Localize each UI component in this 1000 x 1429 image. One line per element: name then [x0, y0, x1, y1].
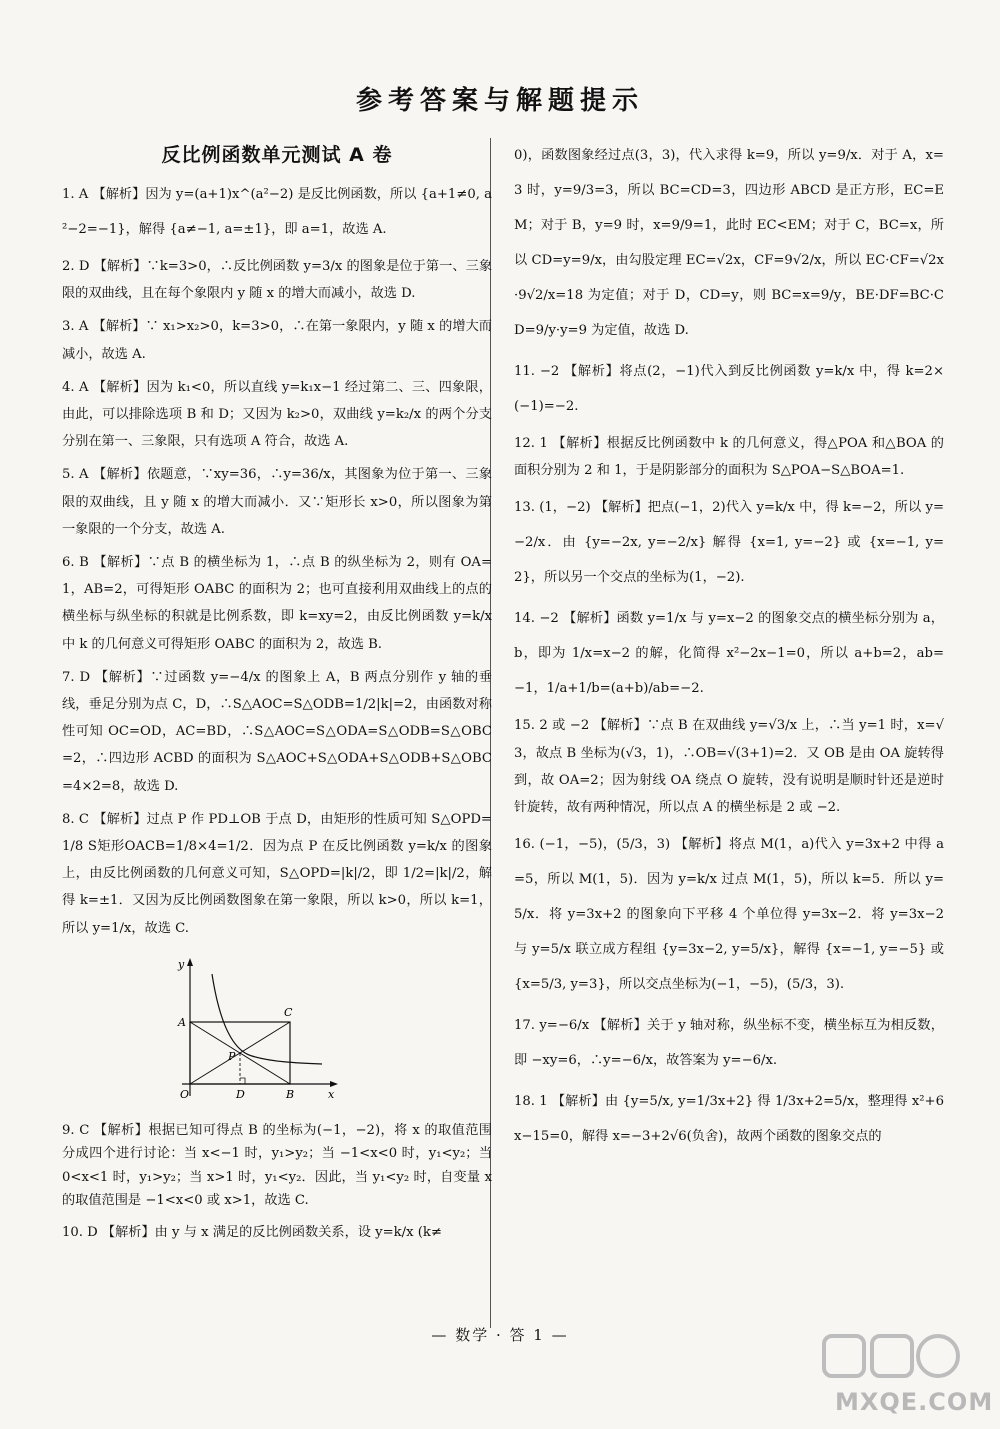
right-column — [514, 138, 944, 1160]
answer-item-18: 18. 1 【解析】由 {y=5/x, y=1/3x+2} 得 1/3x+2=5/x，整理得 x²+6x−15=0，解得 x=−3+2√6(负舍)，故两个函数的图象交点的 — [514, 1094, 944, 1145]
label-p: P — [228, 1049, 236, 1063]
answer-item-10-continued: 0)，函数图象经过点(3，3)，代入求得 k=9，所以 y=9/x．对于 A，x=3 时，y=9/3=3，所以 BC=CD=3，四边形 ABCD 是正方形，EC=EM；对于 B，y=9 时，x=9/9=1，此时 EC<EM；对于 C，BC=x，所以 CD=y=9/x，由勾股定理 EC=√2x，CF=9√2/x，所以 EC·CF=√2x·9√2/x=18 为定值；对于 D，CD=y，则 BC=x=9/y，BE·DF=BC·CD=9/y·y=9 为定值，故选 D. — [514, 148, 944, 338]
answer-item-5: 5. A 【解析】依题意，∵xy=36，∴y=36/x，其图象为位于第一、三象限的双曲线，且 y 随 x 的增大而减小．又∵矩形长 x>0，所以图象为第一象限的一个分支，故选 A. — [62, 467, 492, 537]
answer-item-4: 4. A 【解析】因为 k₁<0，所以直线 y=k₁x−1 经过第二、三、四象限，由此，可以排除选项 B 和 D；又因为 k₂>0，双曲线 y=k₂/x 的两个分支分别在第一、三象限，只有选项 A 符合，故选 A. — [62, 379, 492, 450]
answer-item-13: 13. (1，−2) 【解析】把点(−1，2)代入 y=k/x 中，得 k=−2，所以 y=−2/x．由 {y=−2x, y=−2/x} 解得 {x=1, y=−2} 或 {x=−1, y=2}，所以另一个交点的坐标为(1，−2). — [514, 500, 944, 586]
label-x: x — [328, 1087, 335, 1101]
answer-item-2: 2. D 【解析】∵k=3>0，∴反比例函数 y=3/x 的图象是位于第一、三象限的双曲线，且在每个象限内 y 随 x 的增大而减小，故选 D. — [62, 259, 492, 302]
answer-item-11: 11. −2 【解析】将点(2，−1)代入到反比例函数 y=k/x 中，得 k=2×(−1)=−2. — [514, 364, 944, 414]
answer-item-8: 8. C 【解析】过点 P 作 PD⊥OB 于点 D，由矩形的性质可知 S△OPD=1/8 S矩形OACB=1/8×4=1/2．因为点 P 在反比例函数 y=k/x 的图象上，由反比例函数的几何意义可知，S△OPD=|k|/2，即 1/2=|k|/2，解得 k=±1．又因为反比例函数图象在第一象限，所以 k>0，所以 k=1，所以 y=1/x，故选 C. — [62, 811, 492, 936]
page-title: 参考答案与解题提示 — [355, 86, 644, 116]
label-o: O — [180, 1087, 190, 1101]
watermark-text: MXQE.COM — [835, 1388, 994, 1416]
answer-item-12: 12. 1 【解析】根据反比例函数中 k 的几何意义，得△POA 和△BOA 的面积分别为 2 和 1，于是阴影部分的面积为 S△POA−S△BOA=1. — [514, 436, 944, 479]
answer-item-10: 10. D 【解析】由 y 与 x 满足的反比例函数关系，设 y=k/x (k≠ — [62, 1224, 442, 1240]
x-axis-arrow — [330, 1081, 338, 1087]
answer-item-15: 15. 2 或 −2 【解析】∵点 B 在双曲线 y=√3/x 上，∴当 y=1 时，x=√3，故点 B 坐标为(√3，1)，∴OB=√(3+1)=2．又 OB 是由 OA 旋转得到，故 OA=2；因为射线 OA 绕点 O 旋转，没有说明是顺时针还是逆时针旋转，故有两种情况，所以点 A 的横坐标是 2 或 −2. — [514, 718, 944, 816]
label-b: B — [286, 1087, 295, 1101]
section-title: 反比例函数单元测试 A 卷 — [161, 144, 393, 166]
answer-item-3: 3. A 【解析】∵ x₁>x₂>0，k=3>0，∴在第一象限内，y 随 x 的增大而减小，故选 A. — [62, 319, 492, 362]
label-c: C — [284, 1005, 293, 1019]
answer-item-14: 14. −2 【解析】函数 y=1/x 与 y=x−2 的图象交点的横坐标分别为 a，b，即为 1/x=x−2 的解，化简得 x²−2x−1=0，所以 a+b=2，ab=−1，1/a+1/b=(a+b)/ab=−2. — [514, 611, 944, 697]
answer-item-17: 17. y=−6/x 【解析】关于 y 轴对称，纵坐标不变，横坐标互为相反数，即 −xy=6，∴y=−6/x，故答案为 y=−6/x. — [514, 1018, 944, 1069]
answer-item-9: 9. C 【解析】根据已知可得点 B 的坐标为(−1，−2)，将 x 的取值范围分成四个进行讨论：当 x<−1 时，y₁>y₂；当 −1<x<0 时，y₁<y₂；当 0<x<1 时，y₁>y₂；当 x>1 时，y₁<y₂．因此，当 y₁<y₂ 时，自变量 x 的取值范围是 −1<x<0 或 x>1，故选 C. — [62, 1122, 492, 1209]
label-a: A — [178, 1015, 186, 1029]
left-column — [62, 140, 492, 1252]
geometry-figure — [172, 956, 342, 1101]
label-y: y — [178, 957, 185, 971]
y-axis-arrow — [187, 958, 193, 966]
right-angle-mark — [240, 1078, 245, 1084]
label-d: D — [236, 1087, 245, 1101]
answer-item-1: 1. A 【解析】因为 y=(a+1)x^(a²−2) 是反比例函数，所以 {a+1≠0, a²−2=−1}，解得 {a≠−1, a=±1}，即 a=1，故选 A. — [62, 187, 492, 237]
answer-item-7: 7. D 【解析】∵过函数 y=−4/x 的图象上 A，B 两点分别作 y 轴的垂线，垂足分别为点 C，D，∴S△AOC=S△ODB=1/2|k|=2，由函数对称性可知 OC=OD，AC=BD，∴S△AOC=S△ODA=S△ODB=S△OBC=2，∴四边形 ACBD 的面积为 S△AOC+S△ODA+S△ODB+S△OBC=4×2=8，故选 D. — [62, 669, 492, 794]
answer-item-6: 6. B 【解析】∵点 B 的横坐标为 1，∴点 B 的纵坐标为 2，则有 OA=1，AB=2，可得矩形 OABC 的面积为 2；也可直接利用双曲线上的点的横坐标与纵坐标的积就是比例系数，即 k=xy=2，由反比例函数 y=k/x 中 k 的几何意义可得矩形 OABC 的面积为 2，故选 B. — [62, 555, 492, 652]
answer-item-16: 16. (−1，−5)，(5/3，3) 【解析】将点 M(1，a)代入 y=3x+2 中得 a=5，所以 M(1，5)．因为 y=k/x 过点 M(1，5)，所以 k=5．所以 y=5/x．将 y=3x+2 的图象向下平移 4 个单位得 y=3x−2．将 y=3x−2 与 y=5/x 联立成方程组 {y=3x−2, y=5/x}，解得 {x=−1, y=−5} 或 {x=5/3, y=3}，所以交点坐标为(−1，−5)，(5/3，3). — [514, 837, 944, 993]
page-footer: — 数学 · 答 1 — — [431, 1326, 569, 1344]
